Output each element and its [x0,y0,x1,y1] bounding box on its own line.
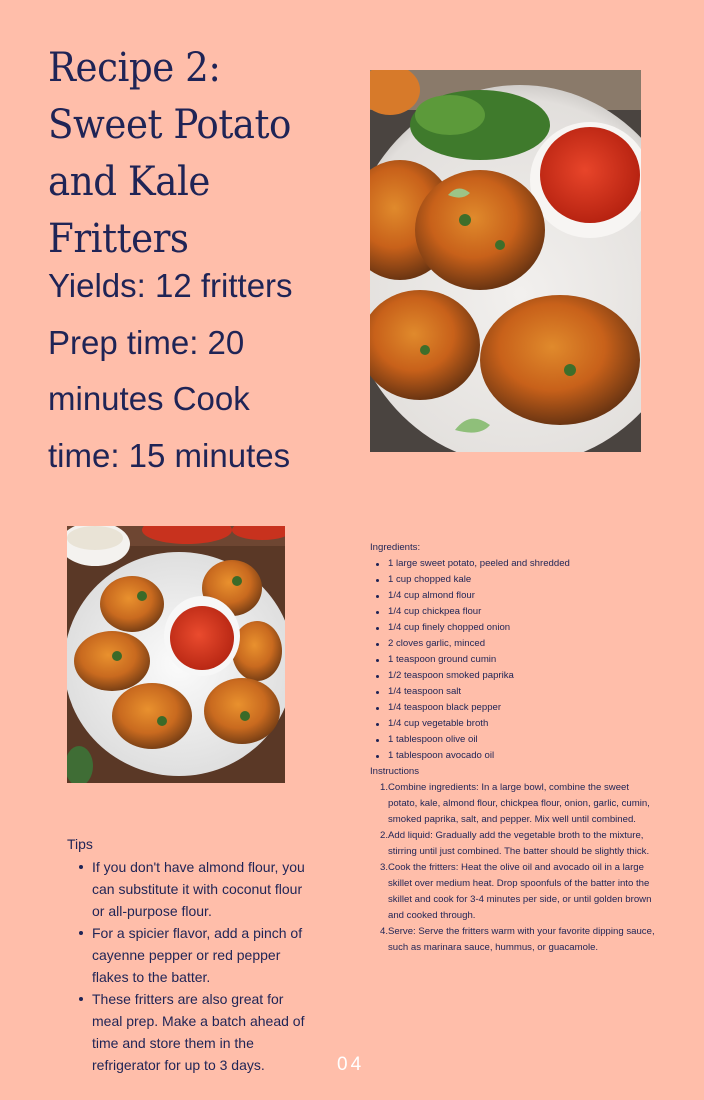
food-photo-icon [370,70,641,452]
ingredient-item: 1 teaspoon ground cumin [376,652,660,668]
step-number: 3. [379,862,388,873]
instructions-heading: Instructions [370,766,420,777]
fritters-photo-bottom [67,526,285,783]
ingredient-item: 1/4 teaspoon black pepper [376,700,660,716]
ingredient-item: 1 tablespoon avocado oil [376,748,660,764]
tip-item: For a spicier flavor, add a pinch of cayenne pepper or red pepper flakes to the batter. [79,922,317,988]
ingredient-item: 2 cloves garlic, minced [376,636,660,652]
ingredients-list [376,556,660,764]
instruction-step [380,780,660,828]
tip-item: If you don't have almond flour, you can substitute it with coconut flour or all-purpose flour. [79,856,317,922]
instructions-list [380,780,660,956]
step-number: 2. [379,830,388,841]
tips-list [79,856,317,1076]
ingredients-heading: Ingredients: [370,542,421,553]
ingredient-item: 1/4 teaspoon salt [376,684,660,700]
instruction-step [380,860,660,924]
tip-item: These fritters are also great for meal prep. Make a batch ahead of time and store them in the refrigerator for up to 3 days. [79,988,317,1076]
ingredients-section [370,540,660,956]
page-title: Recipe 2: Sweet Potato and Kale Fritters [48,45,291,262]
ingredient-item: 1 cup chopped kale [376,572,660,588]
step-number: 4. [379,926,388,937]
fritters-photo-top [370,70,641,452]
ingredient-item: 1 large sweet potato, peeled and shredded [376,556,660,572]
step-text: Combine ingredients: In a large bowl, combine the sweet potato, kale, almond flour, chickpea flour, onion, garlic, cumin, smoked paprika, salt, and pepper. Mix well until combined. [388,782,650,825]
recipe-yield-and-times: Yields: 12 fritters Prep time: 20 minutes Cook time: 15 minutes [48,267,293,474]
ingredient-item: 1/4 cup finely chopped onion [376,620,660,636]
page-number: 04 [337,1054,365,1075]
ingredient-item: 1/4 cup almond flour [376,588,660,604]
ingredient-item: 1/2 teaspoon smoked paprika [376,668,660,684]
ingredient-item: 1/4 cup vegetable broth [376,716,660,732]
tips-section [67,833,317,1076]
ingredient-item: 1 tablespoon olive oil [376,732,660,748]
food-photo-icon [67,526,285,783]
instruction-step [380,924,660,956]
step-text: Cook the fritters: Heat the olive oil and avocado oil in a large skillet over medium heat. Drop spoonfuls of the batter into the skillet and cook for 3-4 minutes per side, or until golden brown and cooked through. [388,862,652,921]
instruction-step [380,828,660,860]
step-text: Add liquid: Gradually add the vegetable broth to the mixture, stirring until just combined. The batter should be slightly thick. [388,830,650,857]
ingredient-item: 1/4 cup chickpea flour [376,604,660,620]
step-text: Serve: Serve the fritters warm with your favorite dipping sauce, such as marinara sauce, hummus, or guacamole. [388,926,655,953]
step-number: 1. [379,782,388,793]
tips-heading: Tips [67,836,93,852]
